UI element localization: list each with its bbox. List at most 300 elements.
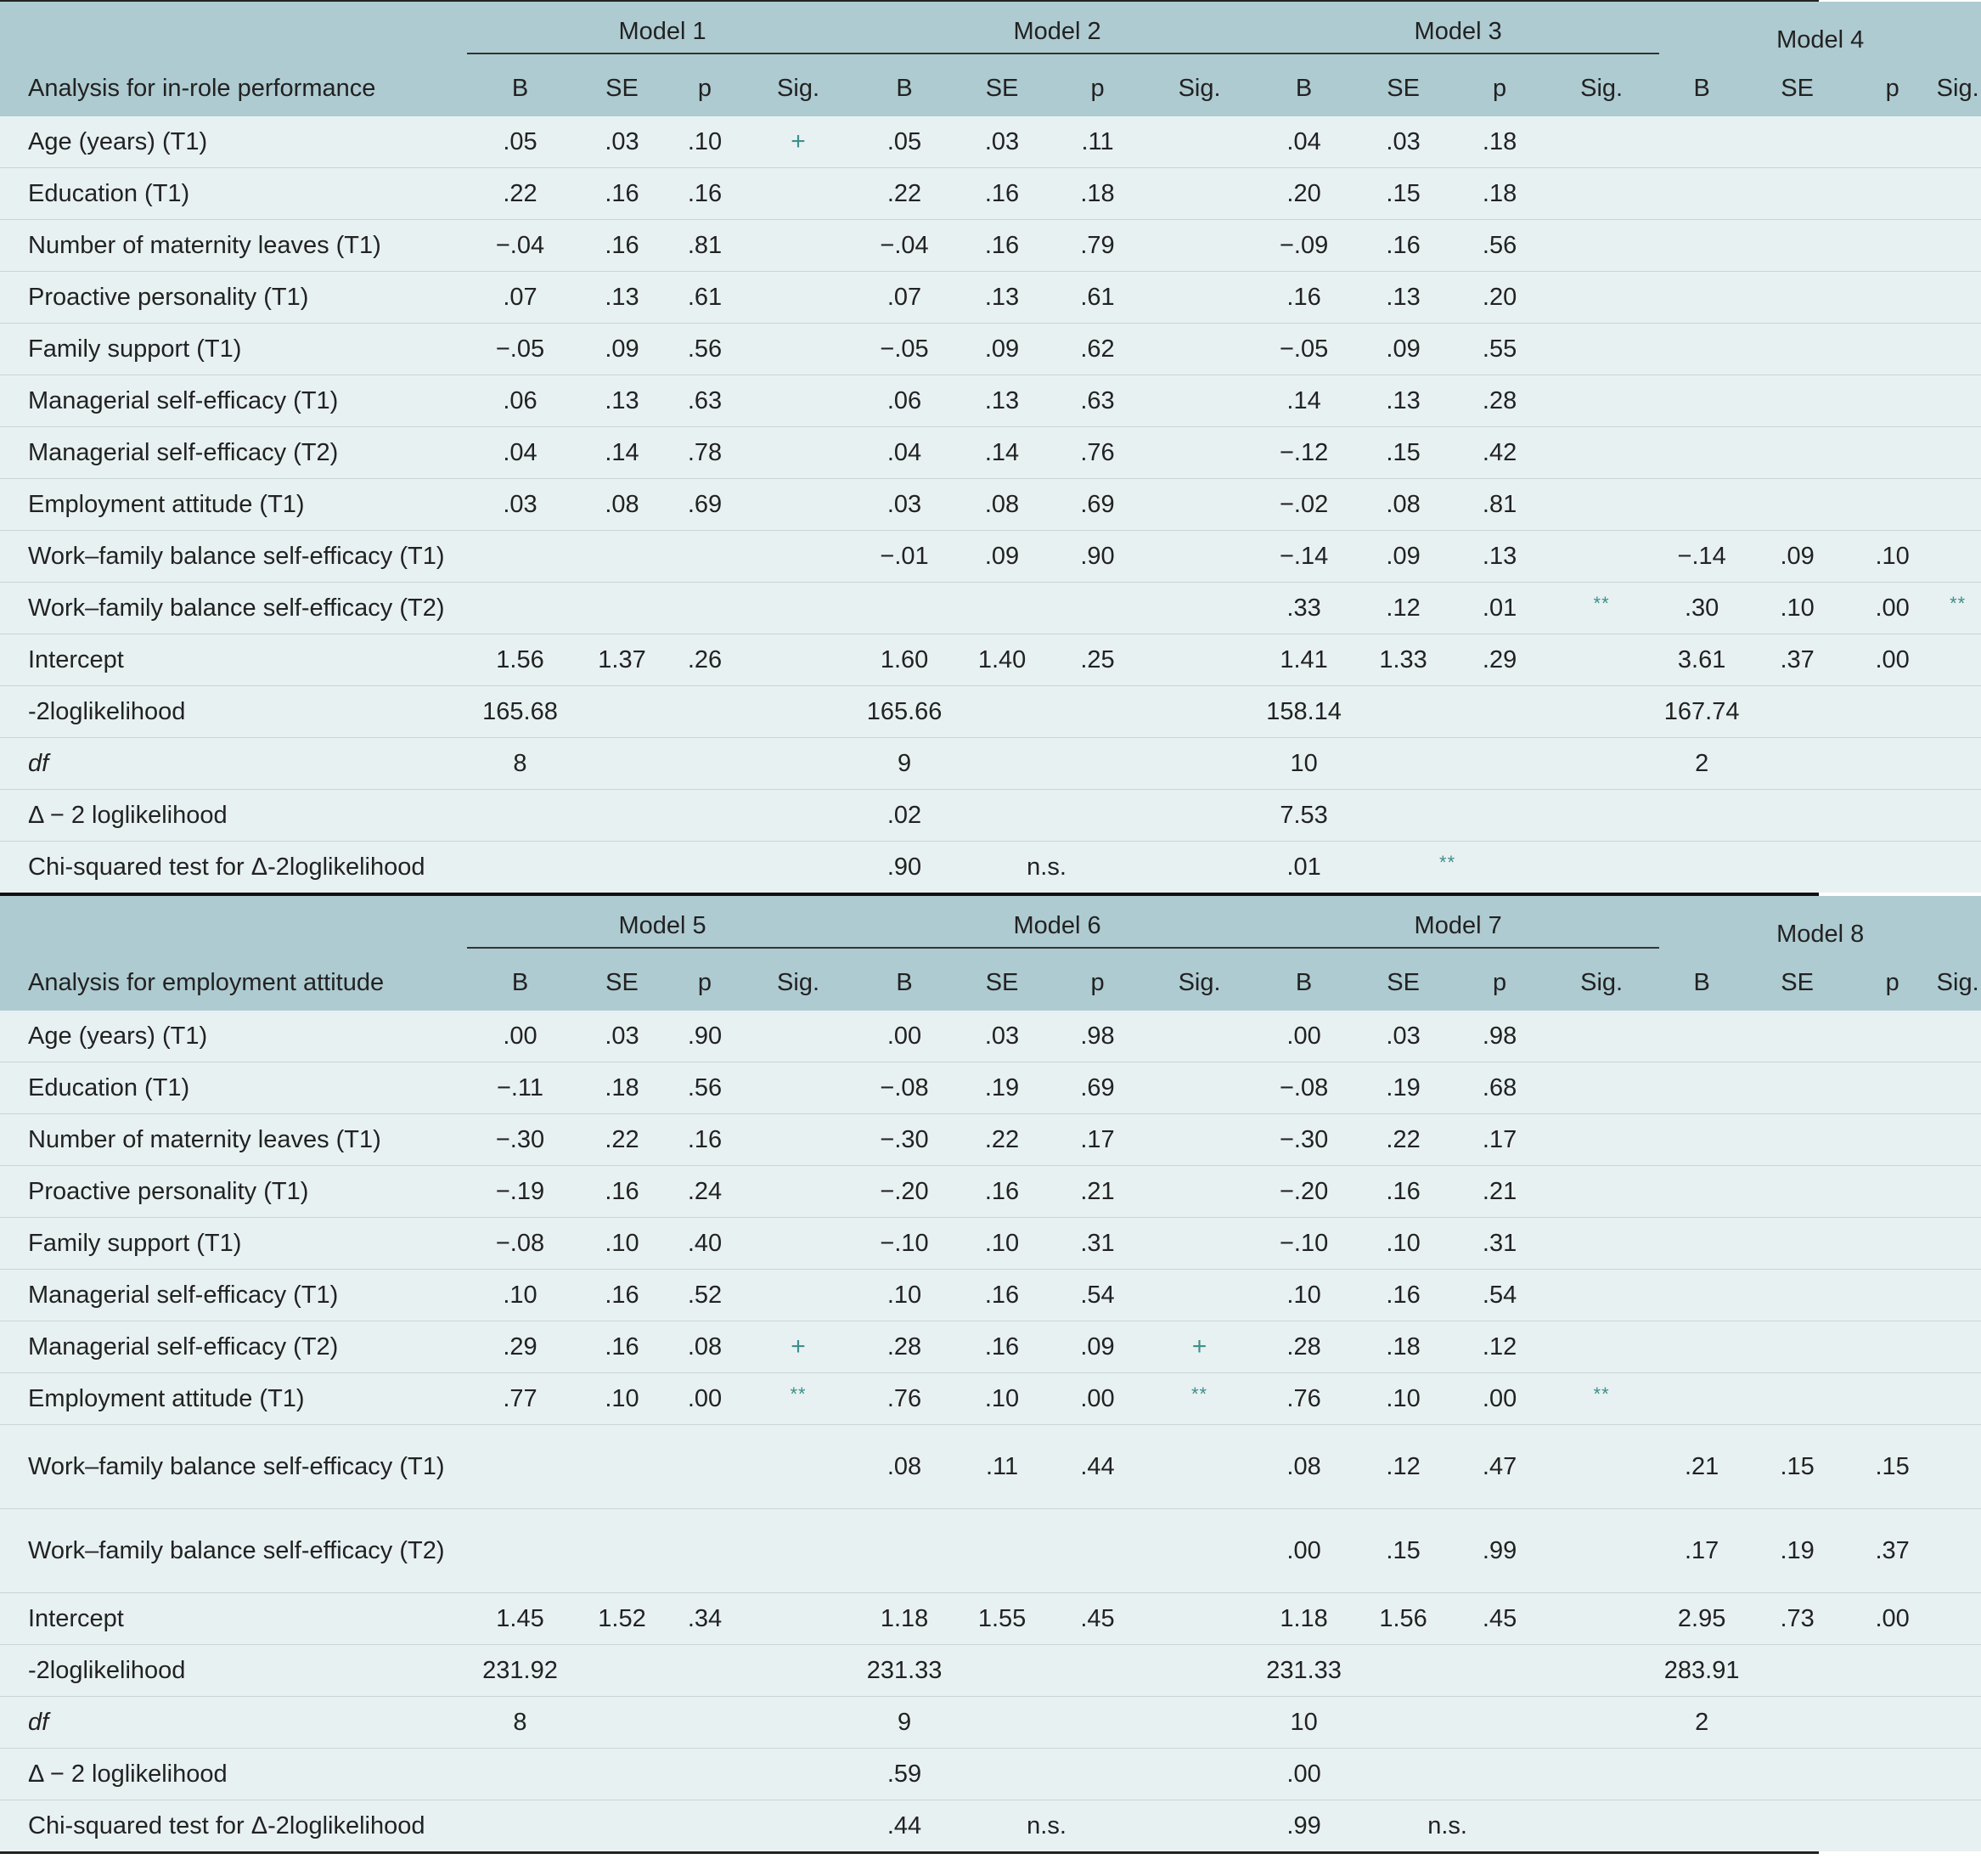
value-cell (1659, 427, 1744, 479)
value-cell: .08 (1257, 1425, 1351, 1509)
significance-mark: ** (1593, 592, 1610, 614)
value-cell: −.10 (1257, 1218, 1351, 1270)
value-cell: .13 (1351, 272, 1455, 324)
fit-value: .01 (1257, 842, 1351, 893)
table-row (0, 1218, 1981, 1270)
value-cell (573, 1425, 671, 1509)
significance-cell (1544, 479, 1659, 531)
model-header (858, 2, 1257, 61)
value-cell: .28 (858, 1321, 951, 1373)
fit-significance (573, 738, 739, 790)
fit-significance (1744, 686, 1934, 738)
significance-cell (1142, 1509, 1257, 1593)
significance-cell (1934, 1114, 1981, 1166)
value-cell: −.10 (858, 1218, 951, 1270)
value-cell: −.08 (858, 1062, 951, 1114)
fit-spacer (739, 738, 858, 790)
significance-cell (1934, 1425, 1981, 1509)
significance-mark: ** (1439, 851, 1456, 873)
column-header: B (1257, 955, 1351, 1011)
fit-spacer (1544, 738, 1659, 790)
column-header: B (1257, 61, 1351, 116)
value-cell: .10 (1351, 1218, 1455, 1270)
significance-cell (739, 272, 858, 324)
value-cell: .10 (1850, 531, 1934, 583)
significance-cell (1142, 1218, 1257, 1270)
value-cell: .81 (671, 220, 739, 272)
significance-cell (1142, 1425, 1257, 1509)
value-cell: 1.56 (467, 634, 573, 686)
value-cell (1744, 1166, 1850, 1218)
value-cell: .22 (858, 168, 951, 220)
table-row (0, 1270, 1981, 1321)
fit-significance (1351, 686, 1544, 738)
value-cell: .29 (467, 1321, 573, 1373)
value-cell: .16 (1257, 272, 1351, 324)
row-label: Family support (T1) (0, 1218, 467, 1270)
fit-value: .90 (858, 842, 951, 893)
fit-significance (951, 1749, 1142, 1800)
fit-label (0, 1749, 467, 1800)
value-cell: .03 (951, 1011, 1053, 1062)
fit-significance (1351, 842, 1544, 893)
value-cell: .62 (1053, 324, 1142, 375)
value-cell: .21 (1455, 1166, 1544, 1218)
fit-spacer (739, 790, 858, 842)
value-cell: .18 (1053, 168, 1142, 220)
column-header: Sig. (1544, 61, 1659, 116)
column-header: p (1053, 61, 1142, 116)
fit-label (0, 1697, 467, 1749)
value-cell: .99 (1455, 1509, 1544, 1593)
fit-value (467, 790, 573, 842)
value-cell: .00 (671, 1373, 739, 1425)
fit-value: .00 (1257, 1749, 1351, 1800)
value-cell: .28 (1257, 1321, 1351, 1373)
column-header: Sig. (1934, 955, 1981, 1011)
value-cell: .07 (467, 272, 573, 324)
table-bottom-rule (0, 1851, 1819, 1854)
significance-cell (739, 220, 858, 272)
value-cell (1659, 168, 1744, 220)
value-cell: .09 (573, 324, 671, 375)
value-cell: .15 (1351, 427, 1455, 479)
value-cell: .04 (1257, 116, 1351, 168)
significance-cell (1544, 1062, 1659, 1114)
row-label: Education (T1) (0, 168, 467, 220)
significance-cell (739, 634, 858, 686)
fit-row (0, 686, 1981, 738)
table-row (0, 375, 1981, 427)
fit-spacer (1142, 1749, 1257, 1800)
fit-significance (1351, 1749, 1544, 1800)
column-header-row (0, 61, 1981, 116)
column-header: SE (951, 955, 1053, 1011)
value-cell (1744, 427, 1850, 479)
significance-cell (1142, 479, 1257, 531)
value-cell: .16 (1351, 1270, 1455, 1321)
value-cell: .03 (1351, 1011, 1455, 1062)
row-label: Proactive personality (T1) (0, 1166, 467, 1218)
value-cell (1850, 324, 1934, 375)
significance-cell (1934, 1593, 1981, 1645)
value-cell: .16 (951, 220, 1053, 272)
value-cell (1850, 427, 1934, 479)
value-cell: 1.37 (573, 634, 671, 686)
value-cell (1850, 272, 1934, 324)
value-cell: −.14 (1659, 531, 1744, 583)
value-cell: −.09 (1257, 220, 1351, 272)
fit-value (467, 842, 573, 893)
value-cell: .12 (1351, 583, 1455, 634)
significance-cell (1544, 1425, 1659, 1509)
fit-spacer (1934, 738, 1981, 790)
value-cell (671, 1509, 739, 1593)
fit-spacer (1142, 1697, 1257, 1749)
value-cell: .18 (573, 1062, 671, 1114)
fit-spacer (1544, 1749, 1659, 1800)
value-cell (1850, 1166, 1934, 1218)
value-cell (1659, 1166, 1744, 1218)
value-cell: .10 (1257, 1270, 1351, 1321)
significance-cell (739, 583, 858, 634)
row-label: Intercept (0, 634, 467, 686)
fit-value: 2 (1659, 738, 1744, 790)
value-cell: 1.52 (573, 1593, 671, 1645)
table-title: Analysis for in-role performance (0, 61, 467, 116)
value-cell (1744, 479, 1850, 531)
significance-cell (1544, 1509, 1659, 1593)
value-cell: .69 (1053, 479, 1142, 531)
fit-value: 8 (467, 738, 573, 790)
fit-label-text: Chi-squared test for Δ-2loglikelihood (28, 1811, 425, 1839)
value-cell: .05 (858, 116, 951, 168)
value-cell: .08 (573, 479, 671, 531)
fit-spacer (1544, 686, 1659, 738)
row-label: Managerial self-efficacy (T1) (0, 1270, 467, 1321)
value-cell: .16 (951, 1270, 1053, 1321)
fit-significance (951, 686, 1142, 738)
value-cell: .12 (1455, 1321, 1544, 1373)
fit-value (467, 1749, 573, 1800)
significance-cell (1934, 479, 1981, 531)
value-cell: .37 (1744, 634, 1850, 686)
fit-label-text: df (28, 1708, 49, 1736)
table-row (0, 531, 1981, 583)
column-header: p (1850, 955, 1934, 1011)
column-header: p (1850, 61, 1934, 116)
value-cell: .55 (1455, 324, 1544, 375)
value-cell: .18 (1455, 116, 1544, 168)
fit-spacer (739, 842, 858, 893)
significance-cell (1142, 375, 1257, 427)
value-cell: .56 (1455, 220, 1544, 272)
fit-spacer (1142, 686, 1257, 738)
value-cell: .22 (467, 168, 573, 220)
row-label: Intercept (0, 1593, 467, 1645)
significance-cell (1934, 272, 1981, 324)
value-cell: .56 (671, 1062, 739, 1114)
fit-value: .02 (858, 790, 951, 842)
fit-significance (1744, 790, 1934, 842)
value-cell: .10 (951, 1218, 1053, 1270)
significance-cell (1544, 272, 1659, 324)
model-header (1659, 896, 1981, 955)
value-cell (1850, 168, 1934, 220)
significance-cell (1142, 583, 1257, 634)
significance-cell (1934, 168, 1981, 220)
fit-significance (1351, 790, 1544, 842)
table-row (0, 1166, 1981, 1218)
significance-mark: ** (1191, 1383, 1208, 1405)
model-header-row (0, 2, 1981, 61)
value-cell (1744, 168, 1850, 220)
table-row (0, 634, 1981, 686)
model-header (1659, 2, 1981, 61)
model-header (858, 896, 1257, 955)
value-cell: .16 (951, 1321, 1053, 1373)
value-cell: .44 (1053, 1425, 1142, 1509)
value-cell: .05 (467, 116, 573, 168)
significance-cell (739, 324, 858, 375)
fit-row (0, 1645, 1981, 1697)
value-cell: .13 (573, 375, 671, 427)
value-cell (858, 1509, 951, 1593)
value-cell (1850, 375, 1934, 427)
value-cell: .17 (1659, 1509, 1744, 1593)
fit-value: 158.14 (1257, 686, 1351, 738)
significance-cell (739, 168, 858, 220)
value-cell: .08 (1351, 479, 1455, 531)
value-cell (1659, 375, 1744, 427)
table-row (0, 1011, 1981, 1062)
fit-significance (1744, 842, 1934, 893)
table-row (0, 479, 1981, 531)
value-cell: 1.33 (1351, 634, 1455, 686)
fit-label-text: -2loglikelihood (28, 1656, 186, 1684)
significance-cell (1544, 427, 1659, 479)
value-cell: .81 (1455, 479, 1544, 531)
value-cell: .30 (1659, 583, 1744, 634)
value-cell: .15 (1744, 1425, 1850, 1509)
value-cell: .18 (1351, 1321, 1455, 1373)
column-header: p (1455, 955, 1544, 1011)
value-cell: .18 (1455, 168, 1544, 220)
significance-cell (739, 427, 858, 479)
row-label: Number of maternity leaves (T1) (0, 1114, 467, 1166)
header-spacer (0, 2, 467, 61)
value-cell: .19 (951, 1062, 1053, 1114)
value-cell: .37 (1850, 1509, 1934, 1593)
significance-cell (1544, 375, 1659, 427)
value-cell: −.05 (467, 324, 573, 375)
row-label: Managerial self-efficacy (T2) (0, 427, 467, 479)
fit-value (1659, 1749, 1744, 1800)
fit-significance (573, 686, 739, 738)
fit-spacer (739, 1645, 858, 1697)
column-header: Sig. (1142, 61, 1257, 116)
significance-mark: ** (1950, 592, 1967, 614)
column-header: SE (951, 61, 1053, 116)
significance-cell (739, 1011, 858, 1062)
significance-cell (739, 1166, 858, 1218)
significance-cell (1142, 1270, 1257, 1321)
fit-significance (1351, 738, 1544, 790)
fit-spacer (1142, 738, 1257, 790)
significance-cell (739, 1114, 858, 1166)
value-cell (951, 583, 1053, 634)
fit-value: 10 (1257, 1697, 1351, 1749)
significance-cell (1934, 634, 1981, 686)
significance-cell (739, 479, 858, 531)
value-cell: .13 (1455, 531, 1544, 583)
fit-spacer (1934, 686, 1981, 738)
column-header: SE (1744, 61, 1850, 116)
fit-value: 2 (1659, 1697, 1744, 1749)
fit-value: 231.92 (467, 1645, 573, 1697)
fit-significance (573, 842, 739, 893)
fit-value: 9 (858, 1697, 951, 1749)
significance-cell (1544, 324, 1659, 375)
value-cell: .17 (1053, 1114, 1142, 1166)
fit-significance: n.s. (951, 1800, 1142, 1852)
value-cell: .14 (1257, 375, 1351, 427)
fit-significance (573, 1645, 739, 1697)
row-label: Employment attitude (T1) (0, 479, 467, 531)
value-cell: .79 (1053, 220, 1142, 272)
value-cell (573, 583, 671, 634)
value-cell (1659, 1218, 1744, 1270)
significance-cell (1544, 1011, 1659, 1062)
value-cell: .21 (1659, 1425, 1744, 1509)
value-cell (671, 583, 739, 634)
fit-spacer (1934, 842, 1981, 893)
significance-cell (1544, 531, 1659, 583)
fit-value: 165.66 (858, 686, 951, 738)
value-cell: −.08 (1257, 1062, 1351, 1114)
value-cell: 1.41 (1257, 634, 1351, 686)
row-label: Work–family balance self-efficacy (T2) (0, 1509, 467, 1593)
significance-cell (1934, 116, 1981, 168)
value-cell (1659, 1373, 1744, 1425)
value-cell: .22 (1351, 1114, 1455, 1166)
value-cell (1744, 375, 1850, 427)
value-cell: 1.18 (1257, 1593, 1351, 1645)
fit-row (0, 1749, 1981, 1800)
value-cell: .76 (858, 1373, 951, 1425)
value-cell (1659, 1321, 1744, 1373)
value-cell (1744, 1011, 1850, 1062)
row-label: Age (years) (T1) (0, 1011, 467, 1062)
value-cell: .40 (671, 1218, 739, 1270)
value-cell (1659, 1270, 1744, 1321)
table-row (0, 1509, 1981, 1593)
fit-value: 167.74 (1659, 686, 1744, 738)
column-header: B (467, 955, 573, 1011)
significance-cell (1544, 1114, 1659, 1166)
model-header (467, 2, 858, 61)
value-cell (1659, 479, 1744, 531)
significance-cell (1142, 1321, 1257, 1373)
significance-cell (1544, 168, 1659, 220)
value-cell: .15 (1351, 1509, 1455, 1593)
column-header: SE (573, 61, 671, 116)
value-cell: .69 (1053, 1062, 1142, 1114)
fit-significance (1744, 1697, 1934, 1749)
fit-label (0, 1800, 467, 1852)
value-cell (951, 1509, 1053, 1593)
value-cell (1850, 1373, 1934, 1425)
value-cell: .54 (1053, 1270, 1142, 1321)
value-cell: .00 (1053, 1373, 1142, 1425)
value-cell (1744, 1321, 1850, 1373)
significance-cell (1934, 324, 1981, 375)
significance-cell (1142, 1373, 1257, 1425)
value-cell (1659, 220, 1744, 272)
model-title: Model 2 (858, 18, 1257, 54)
value-cell: .09 (1351, 531, 1455, 583)
significance-cell (1934, 220, 1981, 272)
fit-significance (1744, 738, 1934, 790)
value-cell: −.30 (858, 1114, 951, 1166)
value-cell: .09 (951, 324, 1053, 375)
column-header: p (1053, 955, 1142, 1011)
value-cell (1744, 1373, 1850, 1425)
value-cell: −.30 (467, 1114, 573, 1166)
value-cell: .00 (1257, 1509, 1351, 1593)
fit-row (0, 738, 1981, 790)
value-cell (1659, 116, 1744, 168)
value-cell: .06 (467, 375, 573, 427)
value-cell: 1.18 (858, 1593, 951, 1645)
column-header: p (671, 61, 739, 116)
significance-cell (1934, 1373, 1981, 1425)
significance-cell (1544, 116, 1659, 168)
model-header-row (0, 896, 1981, 955)
significance-cell (739, 116, 858, 168)
value-cell (1850, 1114, 1934, 1166)
significance-cell (1544, 634, 1659, 686)
significance-cell (1142, 1011, 1257, 1062)
fit-significance (951, 1645, 1142, 1697)
row-label: Number of maternity leaves (T1) (0, 220, 467, 272)
value-cell: .42 (1455, 427, 1544, 479)
significance-cell (1142, 531, 1257, 583)
fit-value: 231.33 (1257, 1645, 1351, 1697)
significance-cell (739, 1270, 858, 1321)
column-header: B (858, 955, 951, 1011)
value-cell: .13 (951, 272, 1053, 324)
value-cell: −.19 (467, 1166, 573, 1218)
significance-cell (1934, 531, 1981, 583)
fit-spacer (1544, 842, 1659, 893)
value-cell: .16 (951, 1166, 1053, 1218)
fit-label (0, 842, 467, 893)
fit-label-text: -2loglikelihood (28, 697, 186, 725)
value-cell: .19 (1744, 1509, 1850, 1593)
column-header: B (1659, 61, 1744, 116)
value-cell (1659, 1011, 1744, 1062)
value-cell (1850, 479, 1934, 531)
value-cell: −.20 (1257, 1166, 1351, 1218)
value-cell: .16 (573, 1166, 671, 1218)
fit-spacer (1544, 1697, 1659, 1749)
significance-cell (1544, 1593, 1659, 1645)
fit-spacer (1142, 842, 1257, 893)
value-cell: .33 (1257, 583, 1351, 634)
value-cell: .00 (1455, 1373, 1544, 1425)
value-cell: .09 (1351, 324, 1455, 375)
